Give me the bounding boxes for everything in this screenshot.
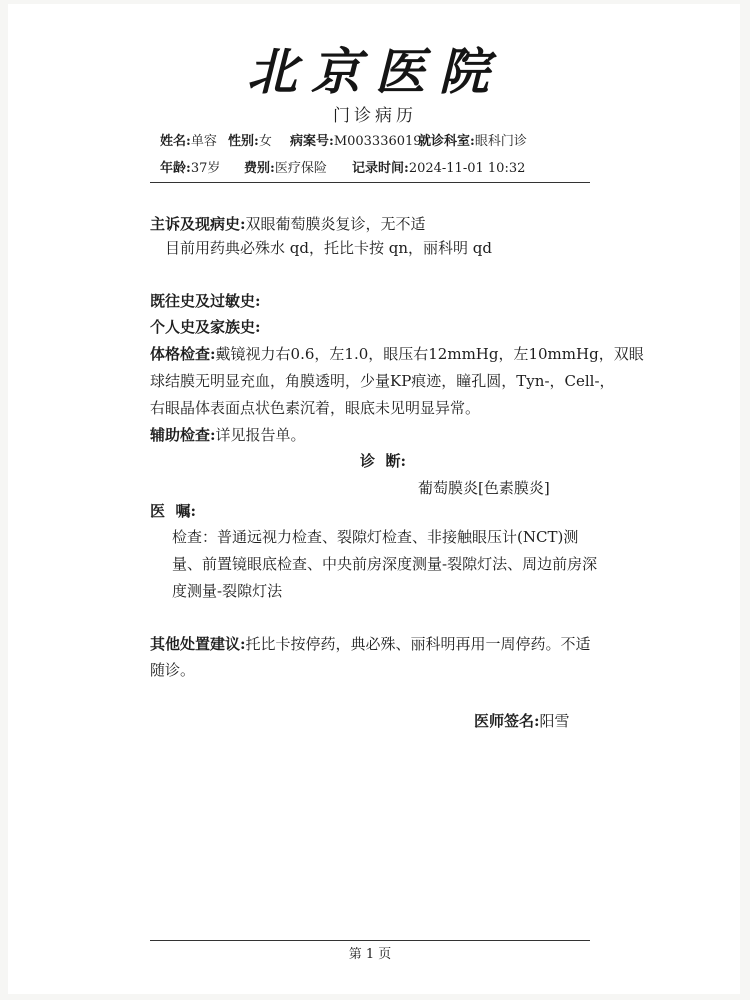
orders-line-2: 量、前置镜眼底检查、中央前房深度测量-裂隙灯法、周边前房深: [172, 555, 598, 573]
auxiliary-exam-label: 辅助检查:: [150, 426, 216, 444]
patient-sex: 女: [258, 134, 272, 149]
case-number-field: [290, 133, 422, 151]
physical-exam-line-2: 球结膜无明显充血，角膜透明，少量KP痕迹，瞳孔圆，Tyn-，Cell-，: [150, 372, 615, 390]
header-divider: [150, 182, 590, 183]
department: 眼科门诊: [474, 134, 527, 149]
past-history-label: 既往史及过敏史:: [150, 292, 261, 310]
paper-sheet: [8, 4, 740, 994]
fee-type-label: 费别:: [244, 161, 275, 176]
fee-type: 医疗保险: [274, 161, 327, 176]
patient-name-field: [160, 133, 217, 151]
personal-history-label: 个人史及家族史:: [150, 318, 261, 336]
patient-sex-field: [228, 133, 272, 151]
diagnosis-label: 诊 断:: [360, 452, 406, 470]
age-label: 年龄:: [160, 161, 191, 176]
diagnosis-text: 葡萄膜炎[色素膜炎]: [418, 479, 550, 497]
physical-exam-text-1: 戴镜视力右0.6，左1.0，眼压右12mmHg，左10mmHg，双眼: [215, 345, 644, 363]
fee-type-field: [244, 160, 327, 178]
current-medication: 目前用药典必殊水 qd，托比卡按 qn，丽科明 qd: [165, 239, 492, 257]
patient-age: 37岁: [190, 161, 221, 176]
case-number-label: 病案号:: [290, 134, 334, 149]
page-number: 第 1 页: [348, 947, 392, 962]
record-time-label: 记录时间:: [352, 161, 409, 176]
orders-label: 医 嘱:: [150, 502, 196, 520]
auxiliary-exam-text: 详见报告单。: [215, 426, 306, 444]
patient-age-field: [160, 160, 220, 178]
department-field: [418, 133, 527, 151]
doctor-name: 阳雪: [539, 712, 570, 730]
other-advice-text-1: 托比卡按停药，典必殊、丽科明再用一周停药。不适: [245, 635, 591, 653]
case-number: M003336019: [333, 134, 422, 149]
auxiliary-exam-section: [150, 424, 306, 446]
patient-name: 单容: [190, 134, 217, 149]
physical-exam-label: 体格检查:: [150, 345, 216, 363]
sex-label: 性别:: [228, 134, 259, 149]
chief-complaint-section: [150, 213, 426, 235]
orders-line-3: 度测量-裂隙灯法: [172, 582, 283, 600]
other-advice-line-1: [150, 633, 591, 655]
footer-divider: [150, 940, 590, 941]
record-time-field: [352, 160, 525, 178]
doctor-signature: [474, 710, 570, 732]
chief-complaint-text: 双眼葡萄膜炎复诊，无不适: [245, 215, 426, 233]
orders-line-1: 检查：普通远视力检查、裂隙灯检查、非接触眼压计(NCT)测: [172, 528, 579, 546]
physical-exam-line-1: [150, 343, 644, 365]
record-type-title: 门诊病历: [333, 106, 417, 126]
signature-label: 医师签名:: [474, 712, 540, 730]
record-time: 2024-11-01 10:32: [408, 161, 526, 176]
other-advice-line-2: 随诊。: [150, 661, 196, 679]
name-label: 姓名:: [160, 134, 191, 149]
department-label: 就诊科室:: [418, 134, 475, 149]
hospital-name: 北京医院: [247, 42, 503, 101]
other-advice-label: 其他处置建议:: [150, 635, 246, 653]
chief-complaint-label: 主诉及现病史:: [150, 215, 246, 233]
physical-exam-line-3: 右眼晶体表面点状色素沉着，眼底未见明显异常。: [150, 399, 481, 417]
